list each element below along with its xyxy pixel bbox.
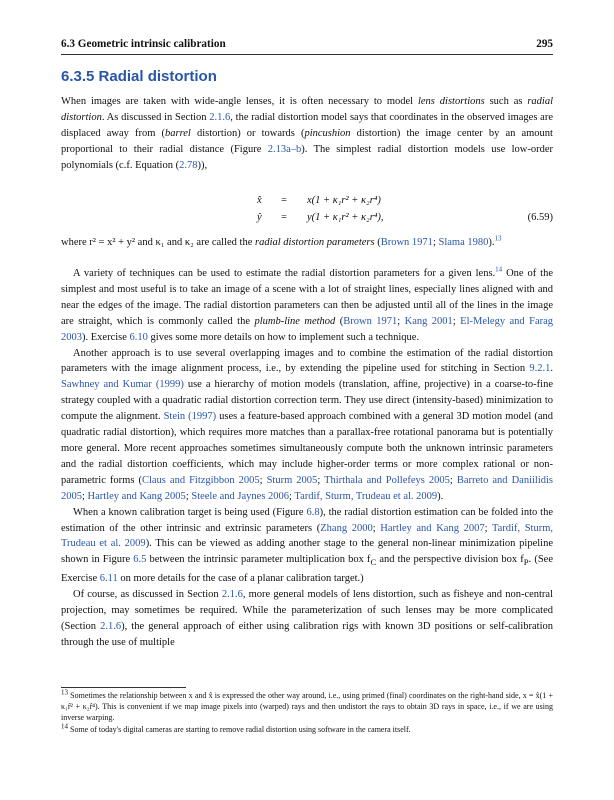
exercise-link[interactable]: 6.11: [99, 573, 118, 585]
citation-link[interactable]: Hartley and Kang 2007: [380, 522, 485, 534]
citation-link[interactable]: Steele and Jaynes 2006: [191, 490, 290, 502]
citation-link[interactable]: Tardif, Sturm, Trudeau et al. 2009: [294, 490, 438, 502]
footnotes: [61, 690, 553, 735]
body-paragraphs: [61, 266, 553, 651]
figure-link[interactable]: 6.8: [306, 506, 320, 518]
header-rule: [61, 54, 553, 55]
section-link[interactable]: 9.2.1: [529, 363, 551, 375]
footnote-13: $^{13}$ Sometimes the relationship between x and x̂ is expressed the other way around, i.e., using primed (final) coordinates on the right-hand side, x = x̂(1 + κ₁r̂² + κ₂r̂⁴). This is convenient if we map image pixels into (warped) rays and then undistort the rays to obtain 3D rays in space, i.e., if we are using inverse warping.: [61, 688, 553, 723]
citation-link[interactable]: Thirthala and Pollefeys 2005: [324, 474, 450, 486]
figure-link[interactable]: 6.5: [133, 554, 147, 566]
citation-link[interactable]: Tardif, Sturm, Trudeau et al. 2009: [61, 522, 554, 550]
section-link[interactable]: 2.1.6: [209, 111, 231, 123]
footnote-ref[interactable]: 13: [494, 234, 502, 243]
section-link[interactable]: 2.1.6: [221, 589, 243, 601]
paragraph-plumb-line: A variety of techniques can be used to estimate the radial distortion parameters for a given lens.$^{14}$ One of the simplest and most useful is to take an image of a scene with a lot of straight lines, especially lines aligned with and near the edges of the image. The radial distortion parameters can then be adjusted until all of the lines in the image are straight, which is commonly called the plumb-line method (Brown 1971; Kang 2001; El-Melegy and Farag 2003). Exercise 6.10 gives some more details on how to implement such a technique.: [61, 265, 554, 343]
section-title: 6.3.5 Radial distortion: [61, 68, 217, 85]
citation-link[interactable]: Kang 2001: [404, 315, 453, 327]
citation-link[interactable]: Stein (1997): [163, 411, 217, 423]
citation-link[interactable]: Barreto and Daniilidis 2005: [61, 474, 553, 502]
section-link[interactable]: 2.1.6: [100, 621, 122, 633]
equation-number: (6.59): [527, 212, 553, 223]
paragraph-parameters: where r² = x² + y² and κ₁ and κ₂ are called the radial distortion parameters (Brown 1971; Slama 1980).$^{13}$: [61, 234, 502, 248]
equation-row: ŷ = y(1 + κ₁r² + κ₂r⁴), (6.59): [257, 212, 553, 223]
citation-link[interactable]: Hartley and Kang 2005: [87, 490, 186, 502]
paragraph-calibration-target: When a known calibration target is being used (Figure 6.8), the radial distortion estimation can be folded into the estimation of the other intrinsic and extrinsic parameters (Zhang 2000; Hartley and Kang 2007; Tardif, Sturm, Trudeau et al. 2009). This can be viewed as adding another stage to the general non-linear minimization pipeline shown in Figure 6.5 between the intrinsic parameter multiplication box $f_C$ and the perspective division box $f_P$. (See Exercise 6.11 on more details for the case of a planar calibration target.): [61, 506, 554, 585]
paragraph-overlapping-images: Another approach is to use several overlapping images and to combine the estimation of the radial distortion parameters with the image alignment process, i.e., by extending the pipeline used for stitching in Section 9.2.1. Sawhney and Kumar (1999) use a hierarchy of motion models (translation, affine, projective) in a coarse-to-fine strategy coupled with a quadratic radial distortion correction term. They use direct (intensity-based) minimization to compute the alignment. Stein (1997) uses a feature-based approach combined with a general 3D motion model (and quadratic radial distortion), which requires more matches than a parallax-free rotational panorama but is potentially more general. More recent approaches sometimes simultaneously compute both the unknown intrinsic parameters and the radial distortion coefficients, which may include higher-order terms or more complex rational or non-parametric forms (Claus and Fitzgibbon 2005; Sturm 2005; Thirthala and Pollefeys 2005; Barreto and Daniilidis 2005; Hartley and Kang 2005; Steele and Jaynes 2006; Tardif, Sturm, Trudeau et al. 2009).: [61, 347, 553, 502]
running-head: [61, 38, 553, 54]
equation-6-59: [61, 195, 553, 235]
citation-link[interactable]: Sawhney and Kumar (1999): [61, 379, 184, 391]
citation-link[interactable]: El-Melegy and Farag 2003: [61, 315, 554, 343]
running-head-section: 6.3 Geometric intrinsic calibration: [61, 38, 226, 50]
citation-link[interactable]: Brown 1971: [343, 315, 398, 327]
footnote-ref[interactable]: 14: [495, 265, 503, 274]
exercise-link[interactable]: 6.10: [129, 331, 148, 343]
figure-link[interactable]: 2.13a–b: [267, 143, 302, 155]
page-number: 295: [536, 38, 553, 50]
footnote-14: $^{14}$ Some of today's digital cameras are starting to remove radial distortion using software in the camera itself.: [61, 721, 411, 734]
footnote-rule: [61, 687, 186, 688]
equation-row: x̂ = x(1 + κ₁r² + κ₂r⁴): [257, 195, 381, 206]
equation-link[interactable]: 2.78: [179, 159, 198, 171]
paragraph-intro: When images are taken with wide-angle lenses, it is often necessary to model lens distortions such as radial distortion. As discussed in Section 2.1.6, the radial distortion model says that coordinates in the observed images are displaced away from (barrel distortion) or towards (pincushion distortion) the image center by an amount proportional to their radial distance (Figure 2.13a–b). The simplest radial distortion models use low-order polynomials (c.f. Equation (2.78)),: [61, 96, 554, 171]
citation-link[interactable]: Sturm 2005: [266, 474, 318, 486]
citation-link[interactable]: Claus and Fitzgibbon 2005: [141, 474, 260, 486]
citation-link[interactable]: Slama 1980: [438, 237, 489, 248]
citation-link[interactable]: Brown 1971: [380, 237, 433, 248]
paragraph-general-models: Of course, as discussed in Section 2.1.6, more general models of lens distortion, such as fisheye and non-central projection, may sometimes be required. While the parameterization of such lenses may be more complicated (Section 2.1.6), the general approach of either using calibration rigs with known 3D positions or self-calibration through the use of multiple: [61, 589, 554, 648]
citation-link[interactable]: Zhang 2000: [320, 522, 373, 534]
